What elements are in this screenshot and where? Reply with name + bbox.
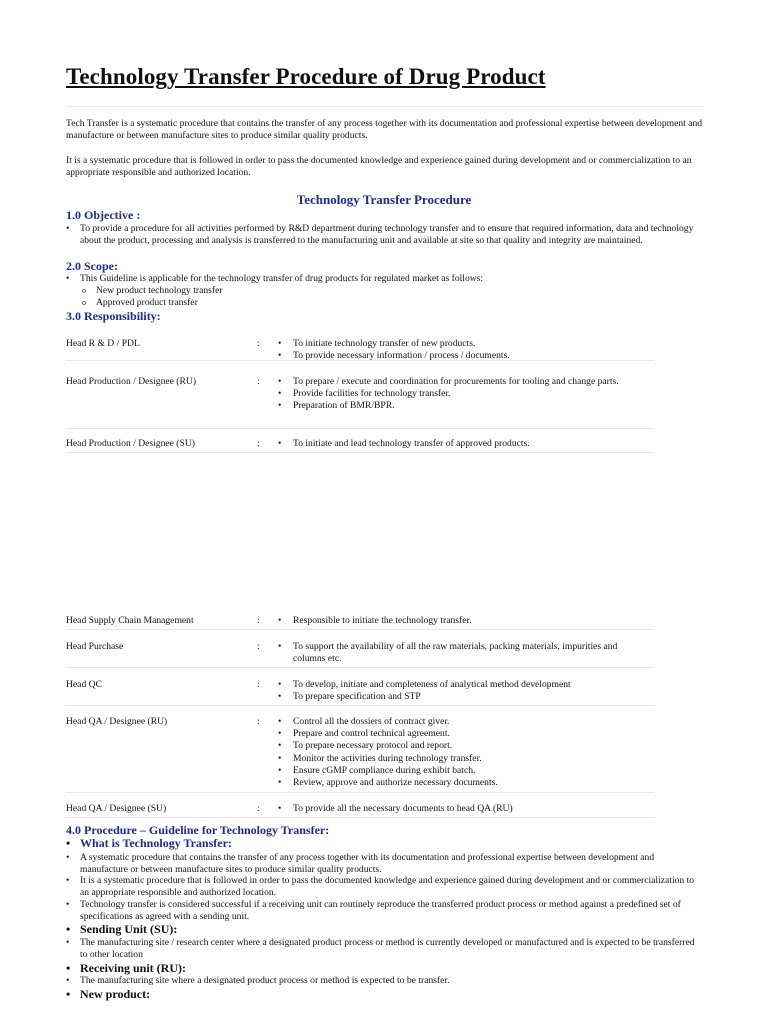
responsibility-item-text: Preparation of BMR/BPR. (293, 400, 395, 412)
bullet-icon: • (278, 350, 282, 362)
responsibility-item (278, 752, 638, 765)
responsibility-row (66, 432, 654, 453)
bullet-icon: • (66, 899, 70, 910)
bullet-icon: • (278, 728, 282, 740)
bullet-icon: • (66, 836, 71, 850)
role-label: Head QC (66, 679, 102, 690)
scope-item (66, 273, 706, 285)
responsibility-item-text: Ensure cGMP compliance during exhibit batch. (293, 764, 476, 776)
responsibility-item-text: To develop, initiate and completeness of analytical method development (293, 679, 571, 690)
colon-separator: : (257, 803, 260, 814)
procedure-heading: 4.0 Procedure – Guideline for Technology Transfer: (66, 823, 330, 837)
sub-bullet-icon: o (82, 298, 86, 307)
responsibility-row (66, 609, 654, 630)
responsibility-items (278, 803, 638, 815)
responsibility-item-text: Review, approve and authorize necessary documents. (293, 777, 498, 789)
responsibility-item (278, 615, 638, 627)
bullet-icon: • (278, 338, 282, 349)
responsibility-item (278, 764, 638, 777)
responsibility-item-text: Monitor the activities during technology transfer. (293, 752, 482, 764)
scope-sub-item: o New product technology transfer (82, 285, 223, 296)
receiving-item: • The manufacturing site where a designated product process or method is expected to be transfer. (66, 975, 450, 986)
bullet-icon: • (66, 875, 70, 886)
role-label: Head Production / Designee (SU) (66, 438, 195, 449)
bullet-icon: • (278, 679, 282, 690)
bullet-icon: • (66, 975, 70, 986)
responsibility-item (278, 803, 638, 815)
colon-separator: : (257, 438, 260, 449)
receiving-heading: Receiving unit (RU): (80, 961, 186, 975)
sending-heading: Sending Unit (SU): (80, 922, 178, 936)
responsibility-items (278, 716, 638, 789)
what-item: • Technology transfer is considered successful if a receiving unit can routinely reproduce the transferred product process or method against a predefined set of specifications as agreed with a sending unit. (66, 899, 681, 922)
responsibility-item (278, 641, 638, 665)
what-item: • It is a systematic procedure that is followed in order to pass the documented knowledge and experience gained during development and or commercialization to an appropriate responsible and authorized location. (66, 875, 695, 898)
bullet-icon: • (278, 740, 282, 752)
responsibility-item-text: Responsible to initiate the technology transfer. (293, 615, 472, 626)
bullet-icon: • (278, 803, 282, 814)
role-label: Head QA / Designee (RU) (66, 716, 168, 727)
responsibility-item-text: Provide facilities for technology transfer. (293, 388, 451, 400)
what-item: • A systematic procedure that contains the transfer of any process together with its documentation and professional expertise between development and manufacture or between manufacture sites to produce similar quality products. (66, 852, 655, 875)
intro-paragraph-1: Tech Transfer is a systematic procedure that contains the transfer of any process together with its documentation and professional expertise between development and manufacture or between manufacture sites to produce similar quality products. (66, 118, 703, 141)
responsibility-item-text: Control all the dossiers of contract giver. (293, 716, 450, 727)
responsibility-items (278, 641, 638, 665)
responsibility-item (278, 716, 638, 728)
responsibility-item-text: To prepare / execute and coordination for procurements for tooling and change parts. (293, 376, 619, 387)
bullet-icon: • (278, 716, 282, 727)
sub-bullet-icon: o (82, 286, 86, 295)
sending-item: • The manufacturing site / research center where a designated product process or method is currently developed or manufactured and is expected to be transferred to other location (66, 937, 695, 960)
receiving-heading-item (66, 961, 186, 975)
responsibility-item (278, 350, 638, 362)
bullet-icon: • (278, 691, 282, 703)
colon-separator: : (257, 376, 260, 387)
responsibility-items (278, 376, 638, 413)
section-title: Technology Transfer Procedure (296, 192, 472, 207)
scope-sub-item: o Approved product transfer (82, 297, 198, 308)
bullet-icon: • (66, 937, 70, 948)
objective-heading: 1.0 Objective : (66, 208, 141, 222)
intro-paragraph-2: It is a systematic procedure that is followed in order to pass the documented knowledge and experience gained during development and or commercialization to an appropriate responsible and authorized location. (66, 155, 692, 178)
scope-heading: 2.0 Scope: (66, 259, 118, 273)
role-label: Head Purchase (66, 641, 124, 652)
responsibility-row (66, 332, 654, 361)
new-product-heading-item (66, 987, 151, 1001)
bullet-icon: • (278, 615, 282, 626)
responsibility-item-text: To provide necessary information / process / documents. (293, 350, 510, 362)
bullet-icon: • (66, 987, 71, 1001)
responsibility-row (66, 673, 654, 706)
responsibility-item-text: Prepare and control technical agreement. (293, 728, 450, 740)
colon-separator: : (257, 679, 260, 690)
scope-text: This Guideline is applicable for the technology transfer of drug products for regulated market as follows: (80, 273, 484, 284)
responsibility-item-text: To prepare necessary protocol and report. (293, 740, 453, 752)
responsibility-items (278, 679, 638, 703)
responsibility-items (278, 338, 638, 362)
responsibility-item (278, 400, 638, 412)
bullet-icon: • (278, 641, 282, 652)
colon-separator: : (257, 641, 260, 652)
responsibility-item (278, 679, 638, 691)
responsibility-item (278, 777, 638, 789)
title-divider (66, 106, 704, 107)
responsibility-heading: 3.0 Responsibility: (66, 309, 161, 323)
responsibility-item-text: To provide all the necessary documents to head QA (RU) (293, 803, 513, 814)
responsibility-row (66, 797, 654, 818)
responsibility-item (278, 728, 638, 740)
responsibility-item-text: To prepare specification and STP (293, 691, 421, 703)
colon-separator: : (257, 716, 260, 727)
bullet-icon: • (278, 752, 282, 764)
colon-separator: : (257, 615, 260, 626)
responsibility-row (66, 370, 654, 429)
responsibility-row (66, 710, 654, 793)
objective-text: To provide a procedure for all activities performed by R&D department during technology transfer and to ensure that required information, data and technology about the product, processing and analysis is transferred to the manufacturing unit and available at site so that quality and integrity are maintained. (80, 223, 694, 246)
what-heading-item (66, 836, 232, 850)
bullet-icon: • (66, 961, 71, 975)
responsibility-item-text: To support the availability of all the raw materials, packing materials, impurities and columns etc. (293, 641, 618, 665)
responsibility-item (278, 691, 638, 703)
role-label: Head Production / Designee (RU) (66, 376, 197, 387)
new-product-heading: New product: (80, 987, 151, 1001)
bullet-icon: • (278, 376, 282, 387)
responsibility-item (278, 376, 638, 388)
what-heading: What is Technology Transfer: (80, 836, 232, 850)
bullet-icon: • (278, 400, 282, 412)
responsibility-item (278, 338, 638, 350)
bullet-icon: • (66, 273, 70, 284)
colon-separator: : (257, 338, 260, 349)
bullet-icon: • (66, 922, 71, 936)
bullet-icon: • (278, 438, 282, 449)
responsibility-item-text: To initiate technology transfer of new products. (293, 338, 476, 349)
responsibility-item (278, 740, 638, 752)
responsibility-items (278, 438, 638, 450)
bullet-icon: • (278, 777, 282, 789)
page-title: Technology Transfer Procedure of Drug Product (66, 64, 546, 89)
bullet-icon: • (278, 764, 282, 776)
objective-item (66, 223, 706, 247)
bullet-icon: • (66, 852, 70, 863)
bullet-icon: • (66, 223, 70, 234)
role-label: Head R & D / PDL (66, 338, 140, 349)
role-label: Head QA / Designee (SU) (66, 803, 167, 814)
responsibility-row (66, 635, 654, 668)
bullet-icon: • (278, 388, 282, 400)
responsibility-item (278, 388, 638, 400)
role-label: Head Supply Chain Management (66, 615, 194, 626)
responsibility-item (278, 438, 638, 450)
responsibility-item-text: To initiate and lead technology transfer of approved products. (293, 438, 530, 449)
sending-heading-item (66, 922, 178, 936)
responsibility-items (278, 615, 638, 627)
